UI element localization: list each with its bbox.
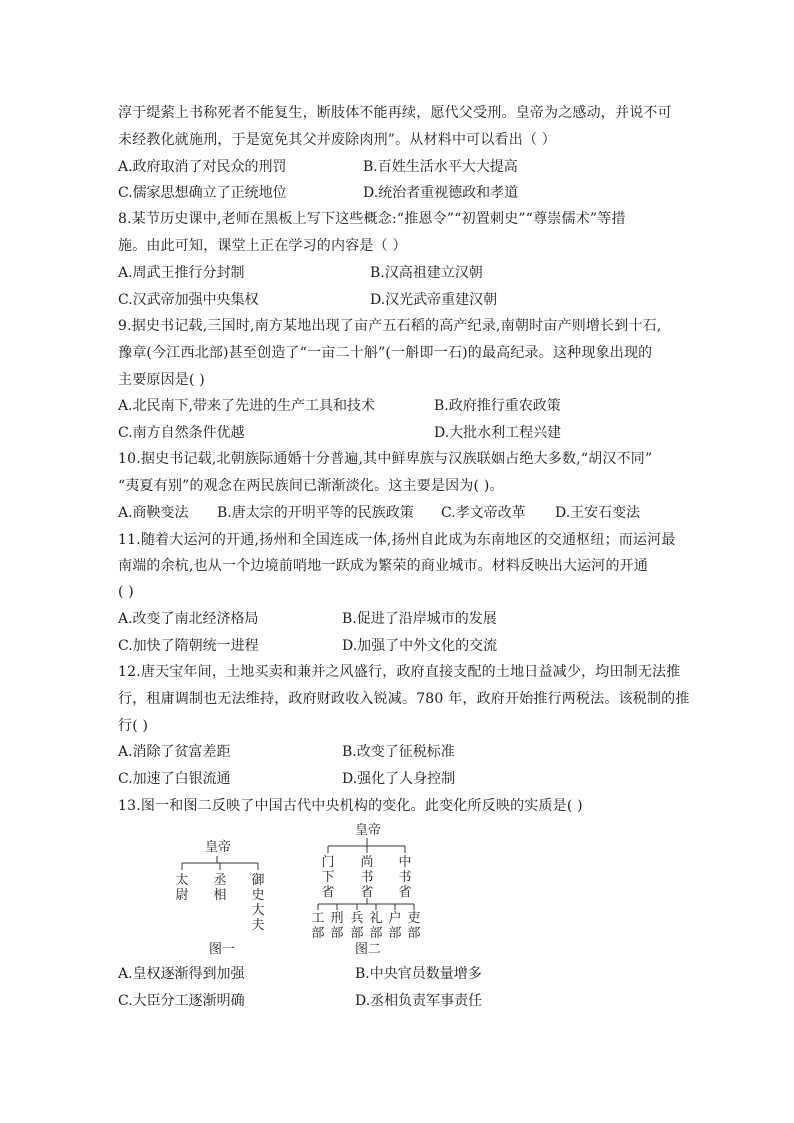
q9-stem-line-3: 主要原因是( )	[118, 372, 205, 388]
q10-option-d: D.王安石变法	[555, 505, 641, 521]
q7-option-d: D.统治者重视德政和孝道	[363, 185, 519, 201]
q12-option-d: D.强化了人身控制	[342, 771, 456, 787]
q13-option-a: A.皇权逐渐得到加强	[118, 966, 245, 982]
q12-stem-line-1: 12.唐天宝年间，土地买卖和兼并之风盛行，政府直接支配的土地日益减少，均田制无法推	[118, 664, 681, 680]
q11-option-b: B.促进了沿岸城市的发展	[342, 611, 497, 627]
q8-option-d: D.汉光武帝重建汉朝	[370, 292, 498, 308]
q12-option-a: A.消除了贫富差距	[118, 744, 231, 760]
q11-option-d: D.加强了中外文化的交流	[342, 638, 498, 654]
figure2-hubu: 户部	[388, 911, 402, 941]
q13-option-c: C.大臣分工逐渐明确	[118, 993, 245, 1009]
figure1-caption: 图一	[209, 942, 236, 957]
q8-option-c: C.汉武帝加强中央集权	[118, 292, 259, 308]
q8-option-b: B.汉高祖建立汉朝	[370, 265, 483, 281]
q9-option-d: D.大批水利工程兴建	[434, 425, 562, 441]
q10-option-b: B.唐太宗的开明平等的民族政策	[217, 505, 414, 521]
q9-stem-line-1: 9.据史书记载,三国时,南方某地出现了亩产五石稻的高产纪录,南朝时亩产则增长到十石,	[118, 318, 662, 334]
q9-stem-line-2: 豫章(今江西北部)甚至创造了“一亩二十斛”(一斛即一石)的最高纪录。这种现象出现的	[118, 345, 653, 361]
q10-option-c: C.孝文帝改革	[441, 505, 526, 521]
q13-option-b: B.中央官员数量增多	[355, 966, 482, 982]
figure2-gongbu: 工部	[311, 911, 325, 941]
q11-option-c: C.加快了隋朝统一进程	[118, 638, 259, 654]
q8-option-a: A.周武王推行分封制	[118, 265, 245, 281]
q13-option-d: D.丞相负责军事责任	[355, 993, 483, 1009]
q7-option-c: C.儒家思想确立了正统地位	[118, 185, 287, 201]
q8-stem-line-1: 8.某节历史课中,老师在黑板上写下这些概念:“推恩令”“初置刺史”“尊崇儒术”等措	[118, 211, 626, 227]
q11-stem-line-3: ( )	[118, 584, 134, 600]
figure2-caption: 图二	[355, 942, 382, 957]
q12-stem-line-2: 行，租庸调制也无法维持，政府财政收入锐减。780 年，政府开始推行两税法。该税制的推	[118, 691, 690, 707]
q9-option-b: B.政府推行重农政策	[434, 398, 561, 414]
q7-stem-line-1: 淳于缇萦上书称死者不能复生，断肢体不能再续，愿代父受刑。皇帝为之感动，并说不可	[118, 105, 672, 121]
q9-option-c: C.南方自然条件优越	[118, 425, 245, 441]
q10-option-a: A.商鞅变法	[118, 505, 189, 521]
q11-stem-line-2: 南端的余杭,也从一个边境前哨地一跃成为繁荣的商业城市。材料反映出大运河的开通	[118, 558, 649, 574]
q13-stem-line-1: 13.图一和图二反映了中国古代中央机构的变化。此变化所反映的实质是( )	[118, 798, 583, 814]
figure2-shangshusheng: 尚书省	[360, 855, 374, 900]
figure2-menxiasheng: 门下省	[321, 855, 335, 900]
figure1-emperor: 皇帝	[205, 840, 232, 855]
q7-option-b: B.百姓生活水平大大提高	[363, 159, 518, 175]
q12-stem-line-3: 行( )	[118, 718, 149, 734]
figure1-taiwei: 太尉	[175, 873, 189, 903]
figure2-zhongshusheng: 中书省	[398, 855, 412, 900]
figure2-xingbu: 刑部	[330, 911, 344, 941]
q8-stem-line-2: 施。由此可知，课堂上正在学习的内容是（ ）	[118, 238, 407, 254]
q7-option-a: A.政府取消了对民众的刑罚	[118, 159, 287, 175]
q7-stem-line-2: 未经教化就施刑，于是宽免其父并废除肉刑”。从材料中可以看出（ ）	[118, 132, 557, 148]
figure1-yushidafu: 御史大夫	[251, 873, 265, 933]
figure2-bingbu: 兵部	[350, 911, 364, 941]
q11-stem-line-1: 11.随着大运河的开通,扬州和全国连成一体,扬州自此成为东南地区的交通枢纽；而运河最	[118, 532, 676, 548]
figure2-emperor: 皇帝	[355, 823, 382, 838]
q11-option-a: A.改变了南北经济格局	[118, 611, 259, 627]
q10-stem-line-2: “夷夏有别”的观念在两民族间已渐渐淡化。这主要是因为( )。	[118, 478, 504, 494]
figure2-libu-personnel: 吏部	[407, 911, 421, 941]
figure2-libu-rites: 礼部	[369, 911, 383, 941]
q12-option-b: B.改变了征税标准	[342, 744, 455, 760]
figure1-chengxiang: 丞相	[213, 873, 227, 903]
q9-option-a: A.北民南下,带来了先进的生产工具和技术	[118, 398, 376, 414]
q10-stem-line-1: 10.据史书记载,北朝族际通婚十分普遍,其中鲜卑族与汉族联姻占绝大多数,“胡汉不同”	[118, 451, 653, 467]
q12-option-c: C.加速了白银流通	[118, 771, 231, 787]
